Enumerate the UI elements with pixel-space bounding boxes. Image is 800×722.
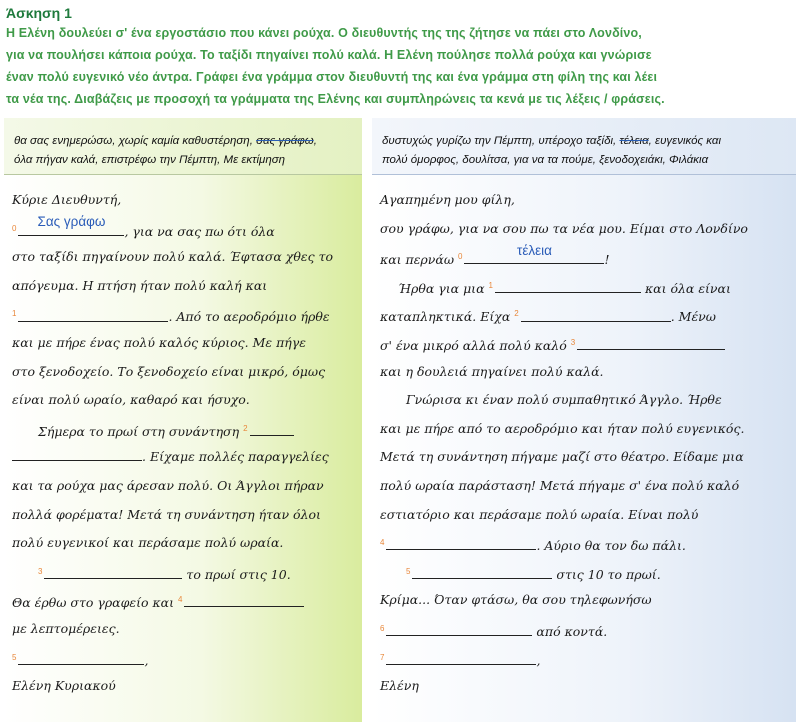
blank-number: 4 — [380, 538, 385, 548]
blank-number: 3 — [38, 566, 43, 576]
letter-line: στο ταξίδι πηγαίνουν πολύ καλά. Έφτασα χθες το — [12, 249, 334, 265]
letter-line: σου γράφω, για να σου πω τα νέα μου. Είμαι στο Λονδίνο — [380, 220, 748, 236]
letter-line: με λεπτομέρειες. — [12, 620, 120, 636]
letter-text: . Είχαμε πολλές παραγγελίες — [142, 449, 329, 465]
letter-line — [380, 558, 788, 587]
blank-number: 7 — [380, 652, 385, 662]
exercise-title: Άσκηση 1 — [6, 5, 72, 21]
letter-line — [12, 415, 354, 444]
letter-line — [12, 586, 354, 615]
letter-line — [12, 443, 354, 472]
word-bank-line — [382, 132, 786, 151]
letter-text: , — [536, 652, 541, 668]
instructions-line: τα νέα της. Διαβάζεις με προσοχή τα γράμματα της Ελένης και συμπληρώνεις τα κενά με τις λέξεις / φράσεις. — [6, 92, 665, 106]
letter-line: και με πήρε ένας πολύ καλός κύριος. Με πήγε — [12, 334, 306, 350]
letter-line: απόγευμα. Η πτήση ήταν πολύ καλή και — [12, 277, 268, 293]
word-bank-text: θα σας ενημερώσω, χωρίς καμία καθυστέρηση, — [14, 135, 257, 147]
answer-blank-3[interactable] — [44, 565, 182, 579]
letter-text: στις 10 το πρωί. — [552, 566, 661, 582]
letter-text: το πρωί στις 10. — [182, 566, 291, 582]
letter-text: Θα έρθω στο γραφείο και — [12, 595, 178, 611]
blank-number: 6 — [380, 623, 385, 633]
letter-line: είναι πολύ ωραίο, καθαρό και ήσυχο. — [12, 392, 250, 408]
letter-text: , για να σας πω ότι όλα — [124, 223, 275, 239]
instructions-line: Η Ελένη δουλεύει σ' ένα εργοστάσιο που κάνει ρούχα. Ο διευθυντής της της ζήτησε να πάει στο Λονδίνο, — [6, 26, 642, 40]
answer-blank-7[interactable] — [386, 651, 536, 665]
blank-number: 0 — [458, 252, 463, 262]
used-phrase: τέλεια — [619, 135, 649, 147]
greeting: Αγαπημένη μου φίλη, — [380, 192, 515, 207]
letter-line — [380, 644, 788, 673]
letter-text: . Αύριο θα τον δω πάλι. — [536, 538, 686, 554]
letter-line: Κρίμα... Όταν φτάσω, θα σου τηλεφωνήσω — [380, 592, 652, 608]
blank-number: 4 — [178, 595, 183, 605]
letter-text: ! — [604, 252, 610, 268]
letter-line: και με πήρε από το αεροδρόμιο και ήταν πολύ ευγενικός. — [380, 420, 745, 436]
blank-number: 0 — [12, 223, 17, 233]
letter-text: και περνάω — [380, 252, 458, 268]
signature: Ελένη Κυριακού — [12, 678, 116, 694]
answer-blank-1[interactable] — [18, 308, 168, 322]
answer-blank-0[interactable] — [18, 214, 124, 236]
blank-number: 3 — [570, 337, 576, 347]
used-phrase: σας γράφω — [256, 135, 314, 147]
word-bank-text: δυστυχώς γυρίζω την Πέμπτη, υπέροχο ταξίδι, — [382, 135, 620, 147]
letter-line: πολλά φορέματα! Μετά τη συνάντηση ήταν όλοι — [12, 506, 321, 522]
greeting: Κύριε Διευθυντή, — [12, 192, 122, 207]
letter-text: Ήρθα για μια — [398, 280, 489, 296]
blank-number: 5 — [406, 566, 411, 576]
letter-to-friend — [380, 186, 788, 701]
answer-blank-2[interactable] — [250, 422, 294, 436]
letter-to-director — [12, 186, 354, 701]
blank-number: 2 — [243, 423, 248, 433]
letter-line — [12, 558, 354, 587]
letter-text: σ' ένα μικρό αλλά πολύ καλό — [380, 338, 571, 354]
letter-line: και η δουλειά πηγαίνει πολύ καλά. — [380, 363, 604, 379]
letter-line: Γνώρισα κι έναν πολύ συμπαθητικό Άγγλο. Ήρθε — [406, 392, 722, 408]
letter-line: στο ξενοδοχείο. Το ξενοδοχείο είναι μικρό, όμως — [12, 363, 326, 379]
letter-line: πολύ ωραία παράσταση! Μετά πήγαμε σ' ένα πολύ καλό — [380, 477, 740, 493]
letter-line — [380, 329, 788, 358]
letter-line: Μετά τη συνάντηση πήγαμε μαζί στο θέατρο. Είδαμε μια — [380, 449, 744, 465]
word-bank-line: πολύ όμορφος, δουλίτσα, για να τα πούμε, ξενοδοχειάκι, Φιλάκια — [382, 154, 709, 166]
letter-text: , — [144, 652, 149, 668]
answer-blank-6[interactable] — [386, 622, 532, 636]
answer-blank-5[interactable] — [18, 651, 144, 665]
blank-number: 5 — [12, 652, 17, 662]
answer-blank-4[interactable] — [386, 536, 536, 550]
blank-number: 1 — [12, 309, 17, 319]
example-answer: Σας γράφω — [37, 214, 106, 230]
answer-blank-2[interactable] — [521, 308, 671, 322]
instructions-line: έναν πολύ ευγενικό νέο άντρα. Γράφει ένα γράμμα στον διευθυντή της και ένα γράμμα στη φίλη της και λέει — [6, 70, 658, 84]
letter-text: . Μένω — [670, 309, 716, 325]
exercise-header — [6, 4, 796, 110]
answer-blank-1[interactable] — [495, 279, 641, 293]
word-bank-text: , — [313, 135, 317, 147]
letter-line — [12, 300, 354, 329]
right-letter-panel — [372, 118, 796, 722]
answer-blank-2-continued[interactable] — [12, 447, 142, 461]
letter-text: καταπληκτικά. Είχα — [380, 309, 515, 325]
instructions-line: για να πουλήσει κάποια ρούχα. Το ταξίδι πηγαίνει πολύ καλά. Η Ελένη πούλησε πολλά ρούχα και γνώρισε — [6, 48, 652, 62]
letter-text: Σήμερα το πρωί στη συνάντηση — [38, 423, 244, 439]
letter-text: και όλα είναι — [640, 280, 731, 296]
blank-number: 2 — [514, 309, 519, 319]
signature: Ελένη — [380, 678, 419, 694]
answer-blank-5[interactable] — [412, 565, 552, 579]
letter-line: εστιατόριο και περάσαμε πολύ ωραία. Είναι πολύ — [380, 506, 699, 522]
letter-line: και τα ρούχα μας άρεσαν πολύ. Οι Άγγλοι πήραν — [12, 477, 324, 493]
word-bank-line — [14, 132, 352, 151]
letter-line — [12, 215, 354, 244]
left-letter-panel — [4, 118, 362, 722]
left-word-bank — [4, 118, 362, 175]
letter-line — [380, 529, 788, 558]
letter-text: από κοντά. — [532, 624, 608, 640]
answer-blank-3[interactable] — [577, 336, 725, 350]
word-bank-line: όλα πήγαν καλά, επιστρέφω την Πέμπτη, Με εκτίμηση — [14, 154, 286, 166]
answer-blank-4[interactable] — [184, 593, 304, 607]
right-word-bank — [372, 118, 796, 175]
letter-line — [380, 300, 788, 329]
instructions — [6, 22, 796, 110]
answer-blank-0[interactable] — [464, 242, 604, 264]
letter-line — [12, 644, 354, 673]
letter-line — [380, 615, 788, 644]
letter-line — [380, 272, 788, 301]
example-answer: τέλεια — [516, 242, 552, 258]
letter-text: . Από το αεροδρόμιο ήρθε — [168, 309, 330, 325]
letter-line — [380, 243, 788, 272]
letter-line: πολύ ευγενικοί και περάσαμε πολύ ωραία. — [12, 535, 284, 551]
word-bank-text: , ευγενικός και — [648, 135, 722, 147]
blank-number: 1 — [488, 280, 493, 290]
